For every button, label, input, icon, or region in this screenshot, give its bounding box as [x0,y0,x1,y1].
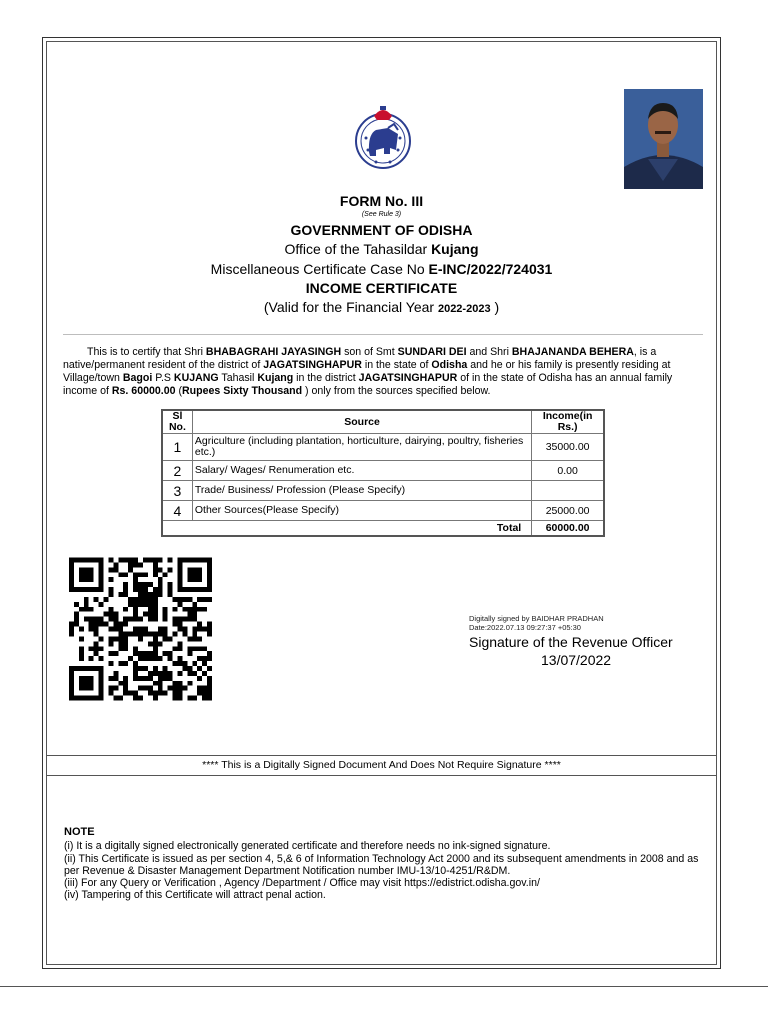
total-value: 60000.00 [532,521,604,536]
form-rule: (See Rule 3) [361,211,402,218]
income-table [161,409,605,537]
header-source: Source [192,410,531,434]
row-sl: 2 [162,461,192,481]
case-number-line: Miscellaneous Certificate Case No E-INC/2022/724031 [210,261,553,277]
divider [63,334,703,335]
note-section [64,826,714,902]
note-item: (iii) For any Query or Verification , Agency /Department / Office may visit https://edistrict.odisha.gov.in/ [64,877,540,890]
row-income: 35000.00 [532,434,604,461]
row-sl: 3 [162,481,192,501]
odisha-emblem-icon [354,104,412,170]
qr-code [69,557,212,701]
note-heading: NOTE [64,826,95,838]
signature-date: 13/07/2022 [541,652,612,668]
row-income: 0.00 [532,461,604,481]
table-row [162,461,604,481]
digital-signature-name: Digitally signed by BAIDHAR PRADHAN [469,614,604,623]
certificate-body: This is to certify that Shri BHABAGRAHI JAYASINGH son of Smt SUNDARI DEI and Shri BHAJANANDA BEHERA, is a native/permanent resident of the district of JAGATSINGHAPUR in the state of Odisha and he or his family is presently residing at Village/town Bagoi P.S KUJANG Tahasil Kujang in the district JAGATSINGHAPUR of in the state of Odisha has an annual family income of Rs. 60000.00 (Rupees Sixty Thousand ) only from the sources specified below. [63,346,673,397]
row-income [532,481,604,501]
validity-line: (Valid for the Financial Year 2022-2023 ) [263,299,500,315]
total-label: Total [162,521,532,536]
certificate-title: INCOME CERTIFICATE [305,280,458,296]
note-item: (i) It is a digitally signed electronically generated certificate and therefore needs no ink-signed signature. [64,840,551,853]
government-title: GOVERNMENT OF ODISHA [290,222,473,238]
row-source: Agriculture (including plantation, horticulture, dairying, poultry, fisheries etc.) [192,434,531,461]
header-sl: Sl No. [162,410,192,434]
digital-notice: **** This is a Digitally Signed Document And Does Not Require Signature **** [202,759,561,771]
table-row [162,481,604,501]
row-sl: 1 [162,434,192,461]
page-bottom-line [0,986,768,987]
office-line: Office of the Tahasildar Kujang [284,241,479,257]
separator-bottom [46,775,717,776]
row-income: 25000.00 [532,501,604,521]
table-row [162,434,604,461]
row-source: Salary/ Wages/ Renumeration etc. [192,461,531,481]
separator-top [46,755,717,756]
header-income: Income(in Rs.) [532,410,604,434]
row-source: Other Sources(Please Specify) [192,501,531,521]
table-total-row [162,521,604,536]
table-row [162,501,604,521]
digital-signature-date: Date:2022.07.13 09:27:37 +05:30 [469,623,581,632]
table-header-row [162,410,604,434]
signature-title: Signature of the Revenue Officer [469,634,673,650]
note-item: (ii) This Certificate is issued as per section 4, 5,& 6 of Information Technology Act 2000 and its subsequent amendments in 2008 and as per Revenue & Disaster Management Department Notification number IMU-13/10-4251/R&DM. [64,852,699,877]
row-sl: 4 [162,501,192,521]
note-item: (iv) Tampering of this Certificate will attract penal action. [64,889,326,902]
form-title: FORM No. III [339,193,424,209]
row-source: Trade/ Business/ Profession (Please Specify) [192,481,531,501]
signature-block [469,614,709,668]
applicant-photo [624,89,703,189]
